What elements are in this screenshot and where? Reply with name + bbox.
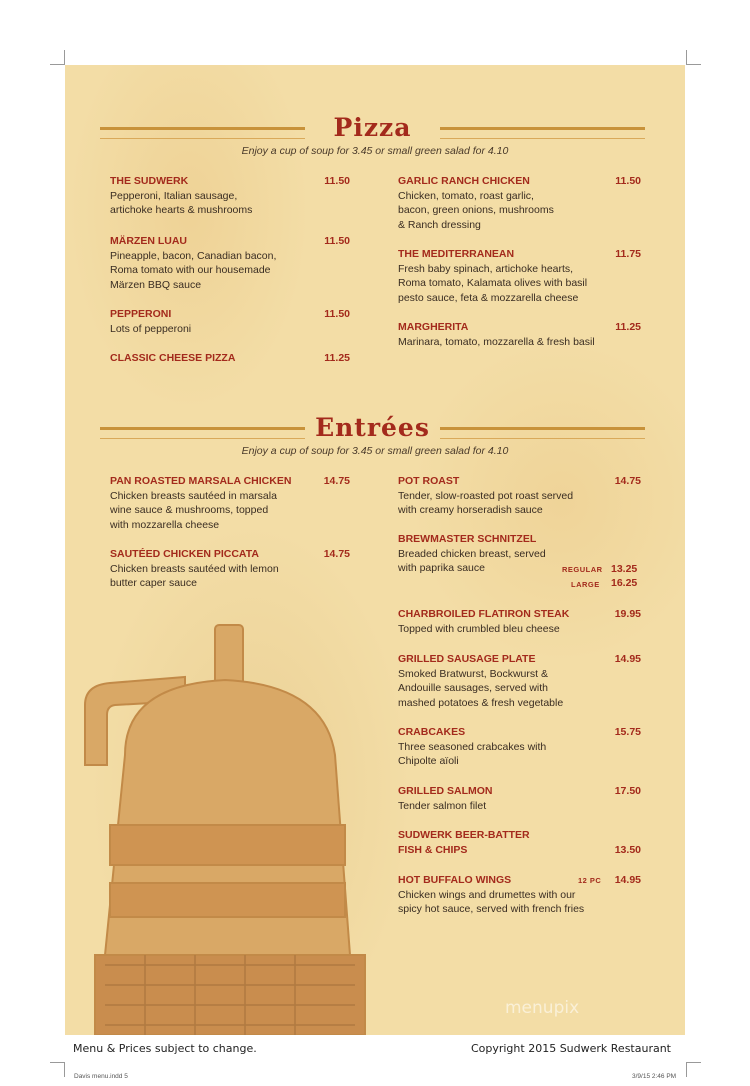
menu-item: THE SUDWERK 11.50 Pepperoni, Italian sausage, artichoke hearts & mushrooms bbox=[110, 175, 350, 216]
menu-item: CRABCAKES 15.75 Three seasoned crabcakes with Chipolte aïoli bbox=[398, 726, 641, 767]
menu-item: SAUTÉED CHICKEN PICCATA 14.75 Chicken breasts sautéed with lemon butter caper sauce bbox=[110, 548, 350, 589]
crop-mark-bottom-left bbox=[50, 1062, 65, 1077]
rule-right bbox=[440, 127, 645, 139]
menu-item: CLASSIC CHEESE PIZZA 11.25 bbox=[110, 352, 350, 364]
menu-item: CHARBROILED FLATIRON STEAK 19.95 Topped with crumbled bleu cheese bbox=[398, 608, 641, 635]
size-price: 13.25 bbox=[611, 563, 638, 575]
menu-item: THE MEDITERRANEAN 11.75 Fresh baby spinach, artichoke hearts, Roma tomato, Kalamata olives with basil pesto sauce, feta & mozzarella cheese bbox=[398, 248, 641, 304]
footer-copyright: Copyright 2015 Sudwerk Restaurant bbox=[470, 1042, 671, 1055]
menu-item: HOT BUFFALO WINGS 14.95 Chicken wings and drumettes with our spicy hot sauce, served with french fries bbox=[398, 874, 641, 915]
footer bbox=[65, 1037, 685, 1061]
quantity-label: 12 PC bbox=[578, 876, 602, 885]
size-label: REGULAR bbox=[562, 565, 603, 574]
pizza-note: Enjoy a cup of soup for 3.45 or small green salad for 4.10 bbox=[241, 145, 509, 157]
menu-item: POT ROAST 14.75 Tender, slow-roasted pot roast served with creamy horseradish sauce bbox=[398, 475, 641, 516]
date-slug: 3/9/15 2:46 PM bbox=[632, 1073, 677, 1080]
file-slug: Davis menu.indd 5 bbox=[74, 1073, 128, 1080]
watermark: menupix bbox=[505, 998, 580, 1018]
menu-item: MÄRZEN LUAU 11.50 Pineapple, bacon, Canadian bacon, Roma tomato with our housemade Märzen BBQ sauce bbox=[110, 235, 350, 291]
menu-item: GARLIC RANCH CHICKEN 11.50 Chicken, tomato, roast garlic, bacon, green onions, mushrooms & Ranch dressing bbox=[398, 175, 641, 231]
rule-right bbox=[440, 427, 645, 439]
menu-item: MARGHERITA 11.25 Marinara, tomato, mozzarella & fresh basil bbox=[398, 321, 641, 348]
crop-mark-top-left bbox=[50, 50, 65, 65]
menu-item: GRILLED SALMON 17.50 Tender salmon filet bbox=[398, 785, 641, 812]
menu-item: PAN ROASTED MARSALA CHICKEN 14.75 Chicken breasts sautéed in marsala wine sauce & mushrooms, topped with mozzarella cheese bbox=[110, 475, 350, 531]
entrees-title: Entrées bbox=[315, 413, 430, 442]
crop-mark-bottom-right bbox=[686, 1062, 701, 1077]
size-label: LARGE bbox=[571, 580, 600, 589]
pizza-title: Pizza bbox=[333, 113, 412, 142]
menu-item: SUDWERK BEER-BATTER FISH & CHIPS 13.50 bbox=[398, 829, 641, 856]
menu-item: PEPPERONI 11.50 Lots of pepperoni bbox=[110, 308, 350, 335]
entrees-note: Enjoy a cup of soup for 3.45 or small green salad for 4.10 bbox=[241, 445, 509, 457]
footer-disclaimer: Menu & Prices subject to change. bbox=[73, 1042, 257, 1055]
menu-item: BREWMASTER SCHNITZEL Breaded chicken breast, served with paprika sauce bbox=[398, 533, 546, 574]
menu-item: GRILLED SAUSAGE PLATE 14.95 Smoked Bratwurst, Bockwurst & Andouille sausages, served with mashed potatoes & fresh vegetable bbox=[398, 653, 641, 709]
crop-mark-top-right bbox=[686, 50, 701, 65]
size-price: 16.25 bbox=[611, 577, 638, 589]
